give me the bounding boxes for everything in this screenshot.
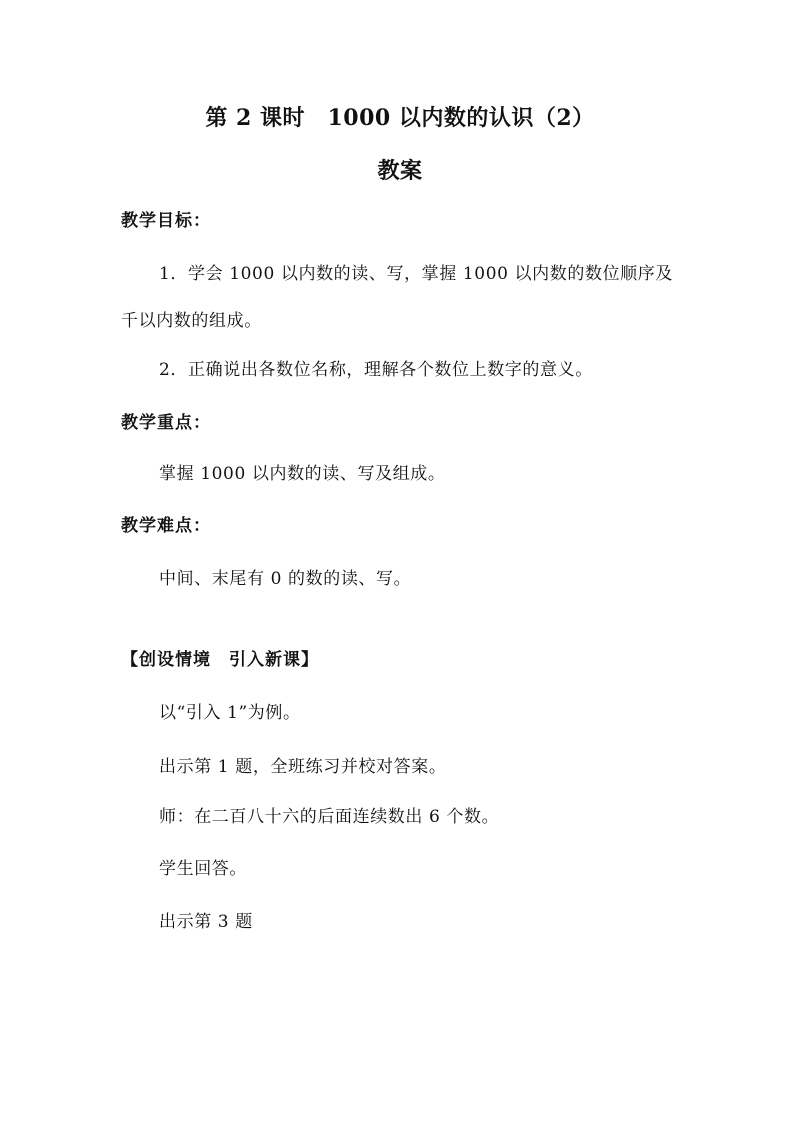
lesson-title: 第 2 课时 1000 以内数的认识（2）	[205, 105, 595, 131]
intro-line-4: 学生回答。	[159, 859, 247, 879]
intro-heading: 【创设情境 引入新课】	[121, 650, 319, 670]
intro-line-2: 出示第 1 题，全班练习并校对答案。	[159, 757, 447, 777]
objective-1-line-2: 千以内数的组成。	[121, 311, 262, 331]
lesson-subtitle: 教案	[377, 158, 423, 184]
objective-1-line-1: 1．学会 1000 以内数的读、写，掌握 1000 以内数的数位顺序及	[159, 264, 673, 284]
key-points-text: 掌握 1000 以内数的读、写及组成。	[159, 464, 446, 484]
difficulties-heading: 教学难点：	[121, 516, 211, 536]
intro-line-5: 出示第 3 题	[159, 912, 253, 932]
intro-line-1: 以“引入 1”为例。	[159, 703, 301, 723]
intro-line-3: 师：在二百八十六的后面连续数出 6 个数。	[159, 807, 500, 827]
objective-2: 2．正确说出各数位名称，理解各个数位上数字的意义。	[159, 360, 593, 380]
key-points-heading: 教学重点：	[121, 413, 211, 433]
difficulties-text: 中间、末尾有 0 的数的读、写。	[159, 569, 412, 589]
objectives-heading: 教学目标：	[121, 211, 211, 231]
